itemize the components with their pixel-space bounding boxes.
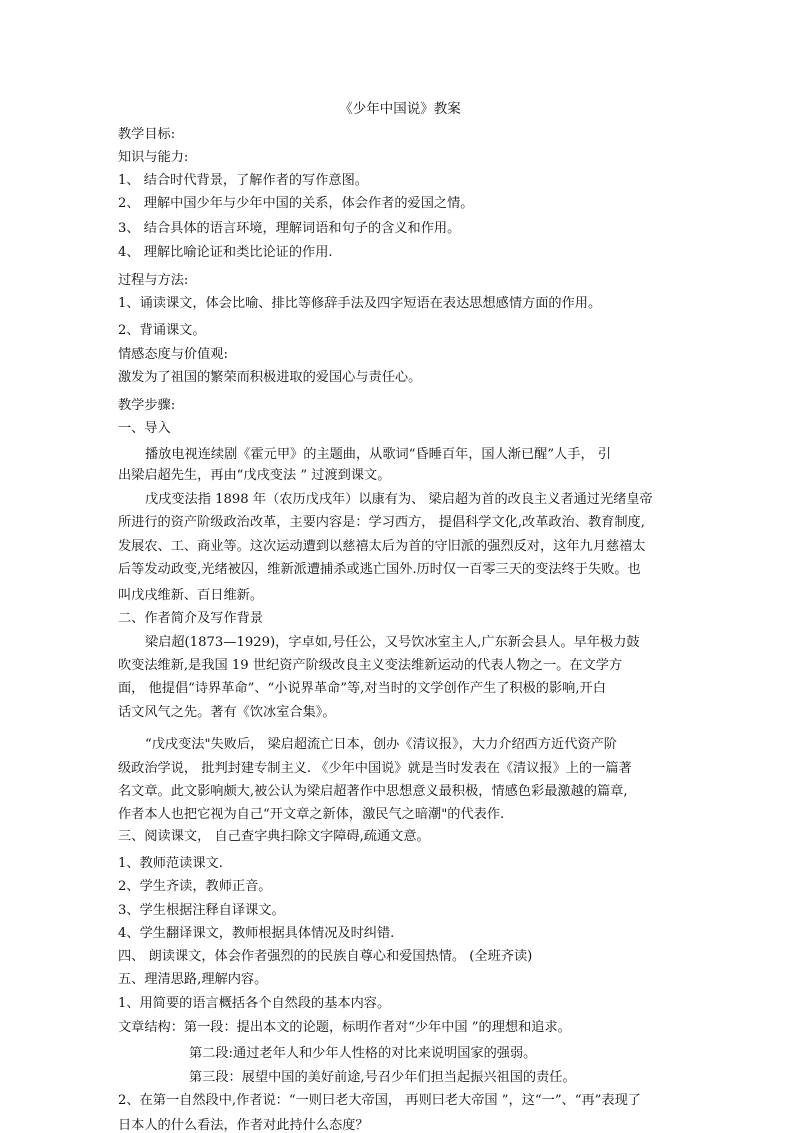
reform-line: 后等发动政变,光绪被囚，维新派遭捕杀或逃亡国外.历时仅一百零三天的变法终于失败。也 xyxy=(118,562,641,577)
knowledge-item: 1、 结合时代背景，了解作者的写作意图。 xyxy=(118,173,368,188)
background-line: “戊戌变法"失败后， 梁启超流亡日本，创办《清议报》，大力介绍西方近代资产阶 xyxy=(145,737,617,752)
intro-line: 出梁启超先生，再由“戊戌变法 ” 过渡到课文。 xyxy=(118,468,391,483)
question-line: 2、在第一自然段中,作者说：“一则曰老大帝国， 再则曰老大帝国 ”，这“一”、“再”表现了 xyxy=(118,1093,641,1108)
background-line: 作者本人也把它视为自己“开文章之新体，激民气之暗潮"的代表作. xyxy=(118,807,505,822)
steps-heading: 教学步骤: xyxy=(118,398,176,413)
goals-heading: 教学目标: xyxy=(118,127,176,142)
question-line: 日本人的什么看法，作者对此持什么态度？ xyxy=(118,1118,369,1133)
background-line: 名文章。此文影响颇大,被公认为梁启超著作中思想意义最积极，情感色彩最激越的篇章, xyxy=(118,784,628,799)
process-heading: 过程与方法: xyxy=(118,273,189,288)
structure-question: 1、用简要的语言概括各个自然段的基本内容。 xyxy=(118,996,391,1011)
reading-item: 3、学生根据注释自译课文。 xyxy=(118,903,285,918)
section-heading: 三、阅读课文， 自己查字典扫除文字障碍,疏通文意。 xyxy=(118,829,430,844)
process-item: 1、诵读课文，体会比喻、排比等修辞手法及四字短语在表达思想感情方面的作用。 xyxy=(118,296,602,311)
reform-line: 所进行的资产阶级政治改革，主要内容是：学习西方， 提倡科学文化,改革政治、教育制度, xyxy=(118,515,645,530)
structure-paragraph-3: 第三段：展望中国的美好前途,号召少年们担当起振兴祖国的责任。 xyxy=(189,1070,576,1085)
section-heading: 二、作者简介及写作背景 xyxy=(118,611,264,626)
structure-paragraph-1: 文章结构：第一段：提出本文的论题，标明作者对“少年中国 ”的理想和追求。 xyxy=(118,1020,571,1035)
reform-line: 发展农、工、商业等。这次运动遭到以慈禧太后为首的守旧派的强烈反对，这年九月慈禧太 xyxy=(118,539,646,554)
section-heading: 五、理清思路,理解内容。 xyxy=(118,972,268,987)
knowledge-item: 2、 理解中国少年与少年中国的关系，体会作者的爱国之情。 xyxy=(118,196,474,211)
emotion-heading: 情感态度与价值观: xyxy=(118,347,228,362)
reform-line: 戊戌变法指 1898 年（农历戊戌年）以康有为、 梁启超为首的改良主义者通过光绪皇帝 xyxy=(145,492,653,507)
document-title: 《少年中国说》教案 xyxy=(339,101,461,117)
intro-line: 播放电视连续剧《霍元甲》的主题曲，从歌词“昏睡百年，国人渐已醒”人手， 引 xyxy=(145,447,612,462)
knowledge-heading: 知识与能力: xyxy=(118,150,189,165)
reading-item: 4、学生翻译课文，教师根据具体情况及时纠错. xyxy=(118,926,395,941)
reform-line: 叫戊戌维新、百日维新。 xyxy=(118,588,264,603)
reading-item: 2、学生齐读，教师正音。 xyxy=(118,879,272,894)
emotion-text: 激发为了祖国的繁荣而积极进取的爱国心与责任心。 xyxy=(118,370,422,385)
knowledge-item: 3、 结合具体的语言环境，理解词语和句子的含义和作用。 xyxy=(118,221,461,236)
author-line: 梁启超(1873—1929)，字卓如,号任公，又号饮冰室主人,广东新会县人。早年极力鼓 xyxy=(145,635,640,650)
knowledge-item: 4、 理解比喻论证和类比论证的作用. xyxy=(118,245,333,260)
structure-paragraph-2: 第二段:通过老年人和少年人性格的对比来说明国家的强弱。 xyxy=(189,1046,537,1061)
process-item: 2、背诵课文。 xyxy=(118,323,206,338)
author-line: 吹变法维新,是我国 19 世纪资产阶级改良主义变法维新运动的代表人物之一。在文学方 xyxy=(118,658,623,673)
section-heading: 四、 朗读课文，体会作者强烈的的民族自尊心和爱国热情。 (全班齐读) xyxy=(118,949,533,964)
reading-item: 1、教师范读课文. xyxy=(118,856,223,871)
background-line: 级政治学说， 批判封建专制主义. 《少年中国说》就是当时发表在《清议报》上的一篇著 xyxy=(118,761,632,776)
section-heading: 一、导入 xyxy=(118,421,171,436)
author-line: 话文风气之先。著有《饮冰室合集》。 xyxy=(118,705,336,720)
author-line: 面， 他提倡“诗界革命”、“小说界革命”等,对当时的文学创作产生了积极的影响,开白 xyxy=(118,681,606,696)
